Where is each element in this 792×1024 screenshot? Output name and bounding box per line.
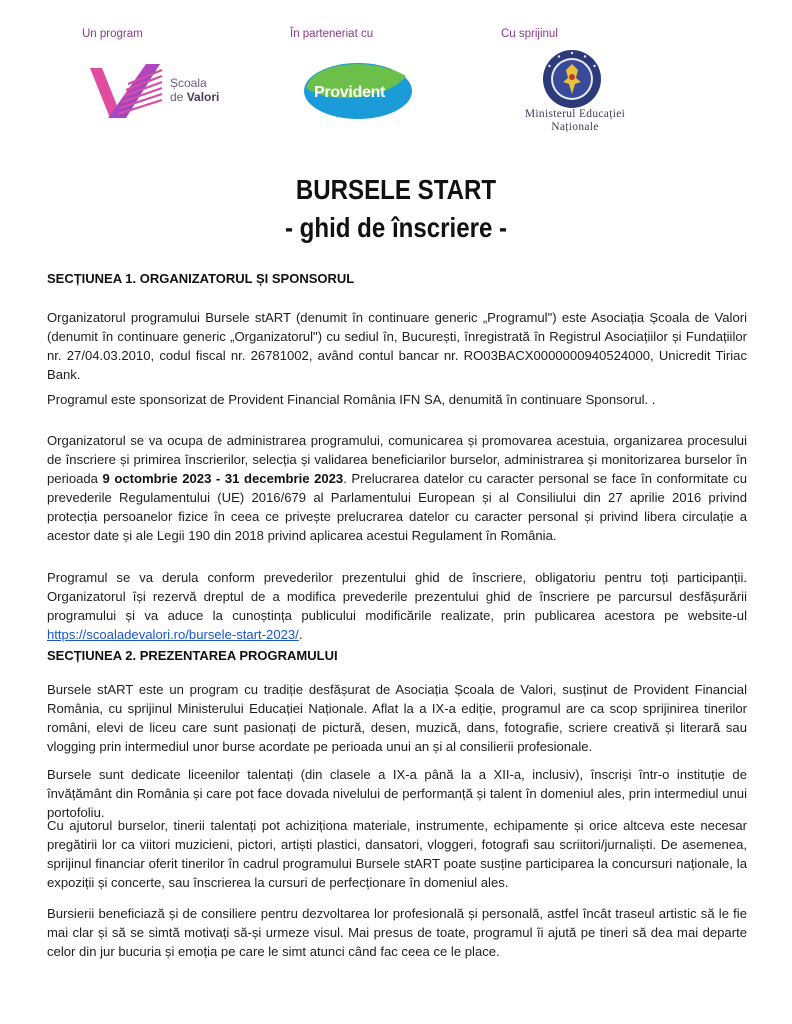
logo-caption-partner: În parteneriat cu (290, 28, 374, 40)
section1-heading: SECȚIUNEA 1. ORGANIZATORUL ȘI SPONSORUL (47, 271, 355, 286)
government-seal-icon (541, 48, 603, 110)
sv-line1: Școala (170, 76, 207, 90)
logo-caption-support: Cu sprijinul (501, 28, 558, 40)
logo-header (0, 28, 792, 148)
document-title: BURSELE START (295, 174, 497, 205)
ministry-line1: Ministerul Educației (524, 108, 626, 120)
document-subtitle: - ghid de înscriere - (284, 212, 508, 243)
scoala-de-valori-wordmark (170, 76, 219, 104)
section2-heading: SECȚIUNEA 2. PREZENTAREA PROGRAMULUI (47, 648, 338, 663)
sv-line2-bold: Valori (186, 90, 220, 104)
section2-paragraph-1: Bursele stART este un program cu tradiție desfășurat de Asociația Școala de Valori, susținut de Provident Financial România, cu sprijinul Ministerului Educației Naționale. Aflat la a IX-a ediție, programul are ca scop sprijinirea tinerilor români, elevi de liceu care sunt pasionați de pictură, desen, muzică, dans, fotografie, scriere creativă și literară sau vlogging prin intermediul unor burse acordate pe perioada unui an și al consilierii profesionale. (47, 682, 747, 754)
section1-paragraph-1: Organizatorul programului Bursele stART (denumit în continuare generic „Programul") este Asociația Școala de Valori (denumit în continuare generic „Organizatorul") cu sediul în, București, înregistrată în Registrul Asociațiilor și Fundațiilor nr. 27/04.03.2010, codul fiscal nr. 26781002, având contul bancar nr. RO03BACX0000000940524000, Unicredit Tiriac Bank. (47, 310, 747, 382)
section1-p4-text-b: . (298, 627, 303, 642)
section1-p3-text-a: Organizatorul se va ocupa de administrarea programului, comunicarea și promovarea acestuia, organizarea procesului de înscriere și primirea înscrierilor, selecția și validarea beneficiarilor burselor, administrarea și monitorizarea burselor în perioada (47, 433, 747, 486)
section1-paragraph-3 (47, 431, 747, 545)
provident-wordmark: Provident (314, 84, 386, 101)
ministry-logo-block (501, 28, 626, 133)
section2-paragraph-4: Bursierii beneficiază și de consiliere pentru dezvoltarea lor profesională și personală, astfel încât traseul artistic să le fie mai clar și să se simtă motivați să-și urmeze visul. Mai presus de toate, programul îi ajută pe tineri să dea mai departe celor din jur bucuria și emoția pe care le simt atunci când fac ceea ce le place. (47, 906, 747, 959)
ministry-line2: Naționale (551, 121, 599, 133)
provident-logo-block (290, 28, 386, 101)
scoala-de-valori-logo-block (82, 28, 220, 104)
section1-paragraph-2: Programul este sponsorizat de Provident Financial România IFN SA, denumită în continuare Sponsorul. . (47, 392, 656, 407)
section1-p3-period: 9 octombrie 2023 - 31 decembrie 2023 (102, 471, 344, 486)
section1-p3-text-b: . Prelucrarea datelor cu caracter personal se face în conformitate cu prevederile Regulamentului (UE) 2016/679 al Parlamentului European și al Consiliului din 27 aprilie 2016 privind protecția persoanelor fizice în ceea ce privește prelucrarea datelor cu caracter personal și privind libera circulație a acestor date și ale Legii 190 din 2018 privind aplicarea acestui Regulament în România. (47, 471, 747, 543)
program-website-link[interactable]: https://scoaladevalori.ro/bursele-start-2023/ (47, 627, 299, 642)
logo-caption-program: Un program (82, 28, 143, 40)
section2-paragraph-3: Cu ajutorul burselor, tinerii talentați pot achiziționa materiale, instrumente, echipamente și orice altceva este necesar pregătirii lor ca viitori muzicieni, pictori, artiști plastici, dansatori, vloggeri, fotografi sau scriitori/jurnaliști. De asemenea, sprijinul financiar oferit tinerilor în cadrul programului Bursele stART poate susține participarea la concursuri naționale, la expoziții și concerte, sau înscrierea la cursuri de perfecționare în domeniul ales. (47, 818, 747, 890)
section1-paragraph-4 (47, 568, 747, 644)
section2-paragraph-2: Bursele sunt dedicate liceenilor talentați (din clasele a IX-a până la a XII-a, inclusiv), înscriși într-o instituție de învățământ din România și care pot face dovada nivelului de performanță și talent în domeniul ales, prin intermediul unui portofoliu. (47, 767, 747, 820)
sv-line2-prefix: de (170, 90, 187, 104)
sv-line2 (170, 90, 219, 104)
section1-p4-text-a: Programul se va derula conform prevederilor prezentului ghid de înscriere, obligatoriu pentru toți participanții. Organizatorul își rezervă dreptul de a modifica prevederile prezentului ghid de înscriere pe parcursul desfășurării programului și va aduce la cunoștința publicului modificările realizate, prin publicarea acestora pe website-ul (47, 570, 747, 623)
ministry-wordmark (501, 108, 649, 134)
